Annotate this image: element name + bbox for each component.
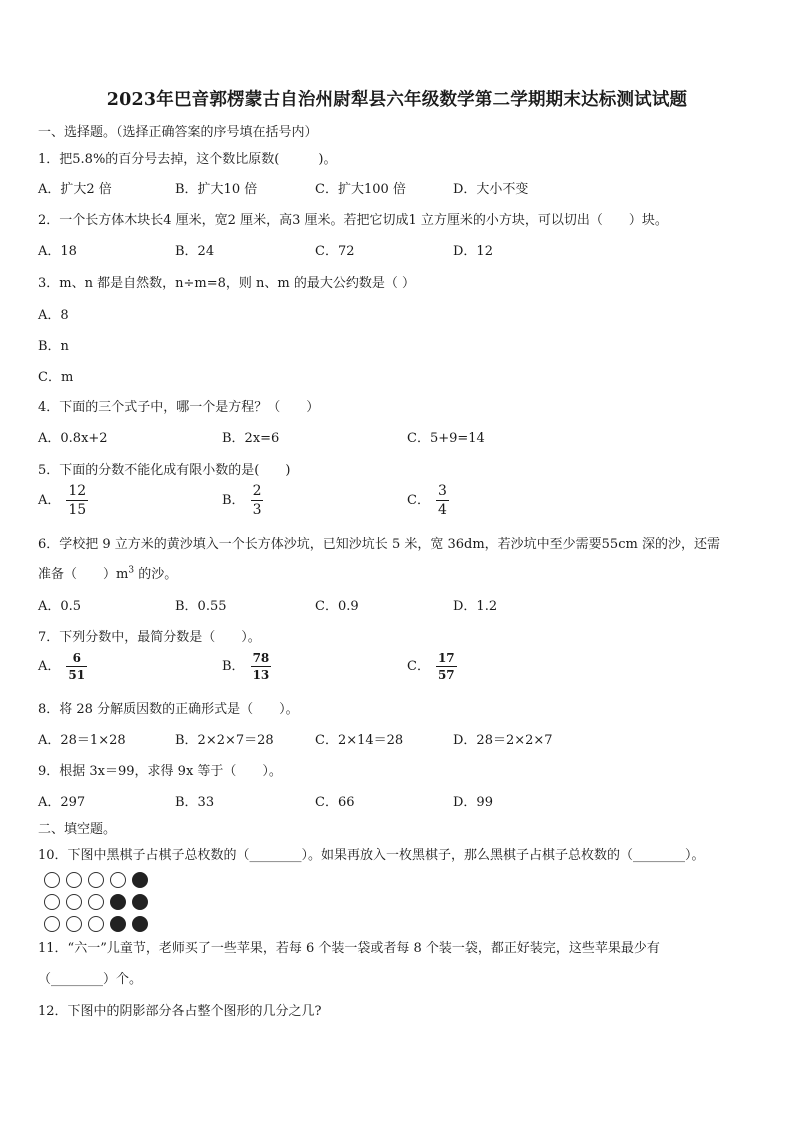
- q7-option-b: [222, 652, 271, 681]
- white-piece: [66, 872, 82, 888]
- fraction-numerator: 17: [437, 651, 455, 665]
- q1-option-b: B．扩大10 倍: [175, 182, 258, 197]
- q5-option-b: [222, 484, 263, 517]
- fraction-numerator: 78: [252, 651, 270, 665]
- q5-option-a: [38, 484, 88, 517]
- q7-option-a-label: A．: [38, 659, 61, 674]
- black-piece: [132, 894, 148, 910]
- question-11-continued: （________）个。: [38, 972, 143, 987]
- q7-option-c: [407, 652, 457, 681]
- white-piece: [88, 894, 104, 910]
- black-piece: [110, 894, 126, 910]
- q3-option-a: A．8: [38, 308, 69, 323]
- q2-option-d: D．12: [453, 244, 493, 259]
- q6-option-b: B．0.55: [175, 599, 227, 614]
- question-4: 4．下面的三个式子中，哪一个是方程？（ ）: [38, 400, 320, 415]
- q5-option-a-label: A．: [38, 493, 61, 508]
- q1-option-c: C．扩大100 倍: [315, 182, 406, 197]
- section-choice-heading: 一、选择题。（选择正确答案的序号填在括号内）: [38, 125, 318, 140]
- q5-option-c: [407, 484, 449, 517]
- question-7: 7．下列分数中，最简分数是（ ）。: [38, 630, 261, 645]
- white-piece: [88, 872, 104, 888]
- q8-option-a: A．28＝1×28: [38, 733, 126, 748]
- fraction-denominator: 15: [68, 502, 87, 518]
- black-piece: [132, 872, 148, 888]
- question-8: 8．将 28 分解质因数的正确形式是（ ）。: [38, 702, 299, 717]
- q7-option-c-label: C．: [407, 659, 430, 674]
- fraction-denominator: 4: [437, 502, 447, 518]
- fraction-numerator: 2: [252, 483, 262, 499]
- q1-option-a: A．扩大2 倍: [38, 182, 112, 197]
- q4-option-c: C．5+9=14: [407, 431, 485, 446]
- white-piece: [44, 894, 60, 910]
- question-1: 1．把5.8%的百分号去掉，这个数比原数( )。: [38, 152, 337, 167]
- q4-option-b: B．2x=6: [222, 431, 280, 446]
- q6-text-pre: 准备（ ）m: [38, 567, 129, 582]
- q8-option-c: C．2×14＝28: [315, 733, 404, 748]
- q6-text-post: 的沙。: [134, 567, 178, 582]
- question-10: 10．下图中黑棋子占棋子总枚数的（________）。如果再放入一枚黑棋子，那么黑棋子占棋子总枚数的（________）。: [38, 848, 705, 863]
- q8-option-d: D．28＝2×2×7: [453, 733, 553, 748]
- question-9: 9．根据 3x＝99，求得 9x 等于（ ）。: [38, 764, 282, 779]
- q7-option-a: [38, 652, 87, 681]
- q5-option-c-label: C．: [407, 493, 430, 508]
- page-title: 2023年巴音郭楞蒙古自治州尉犁县六年级数学第二学期期末达标测试试题: [106, 90, 688, 110]
- q6-option-c: C．0.9: [315, 599, 359, 614]
- q2-option-c: C．72: [315, 244, 355, 259]
- q5-option-b-label: B．: [222, 493, 245, 508]
- q7-option-a-fraction: [66, 652, 87, 681]
- white-piece: [66, 894, 82, 910]
- q6-option-a: A．0.5: [38, 599, 82, 614]
- white-piece: [66, 916, 82, 932]
- fraction-denominator: 3: [252, 502, 262, 518]
- white-piece: [44, 916, 60, 932]
- q2-option-a: A．18: [38, 244, 77, 259]
- fraction-denominator: 13: [252, 668, 270, 682]
- q3-option-c: C．m: [38, 370, 74, 385]
- white-piece: [110, 872, 126, 888]
- question-6: 6．学校把 9 立方米的黄沙填入一个长方体沙坑，已知沙坑长 5 米，宽 36dm，若沙坑中至少需要55cm 深的沙，还需: [38, 537, 720, 552]
- q9-option-b: B．33: [175, 795, 215, 810]
- question-3: 3．m、n 都是自然数，n÷m=8，则 n、m 的最大公约数是（ ）: [38, 276, 415, 291]
- q4-option-a: A．0.8x+2: [38, 431, 108, 446]
- q9-option-a: A．297: [38, 795, 86, 810]
- fraction-denominator: 57: [437, 668, 455, 682]
- q6-option-d: D．1.2: [453, 599, 498, 614]
- fraction-denominator: 51: [68, 668, 86, 682]
- question-12: 12．下图中的阴影部分各占整个图形的几分之几?: [38, 1004, 322, 1019]
- question-11: 11．“六一”儿童节，老师买了一些苹果，若每 6 个装一袋或者每 8 个装一袋，都正好装完，这些苹果最少有: [38, 941, 660, 956]
- question-2: 2．一个长方体木块长4 厘米，宽2 厘米，高3 厘米。若把它切成1 立方厘米的小方块，可以切出（ ）块。: [38, 213, 668, 228]
- q7-option-c-fraction: [436, 652, 457, 681]
- black-piece: [132, 916, 148, 932]
- q8-option-b: B．2×2×7＝28: [175, 733, 274, 748]
- section-fill-heading: 二、填空题。: [38, 822, 117, 837]
- q5-option-a-fraction: [66, 484, 88, 517]
- fraction-numerator: 12: [68, 483, 87, 499]
- white-piece: [44, 872, 60, 888]
- question-6-continued: [38, 563, 177, 582]
- q9-option-d: D．99: [453, 795, 493, 810]
- question-5: 5．下面的分数不能化成有限小数的是( ): [38, 463, 291, 478]
- q3-option-b: B．n: [38, 339, 69, 354]
- q2-option-b: B．24: [175, 244, 215, 259]
- q7-option-b-label: B．: [222, 659, 245, 674]
- q5-option-c-fraction: [436, 484, 449, 517]
- q1-option-d: D．大小不变: [453, 182, 529, 197]
- white-piece: [88, 916, 104, 932]
- q5-option-b-fraction: [251, 484, 264, 517]
- fraction-numerator: 3: [437, 483, 447, 499]
- q7-option-b-fraction: [251, 652, 272, 681]
- black-piece: [110, 916, 126, 932]
- q9-option-c: C．66: [315, 795, 355, 810]
- q6-superscript: 3: [128, 565, 135, 576]
- fraction-numerator: 6: [72, 651, 81, 665]
